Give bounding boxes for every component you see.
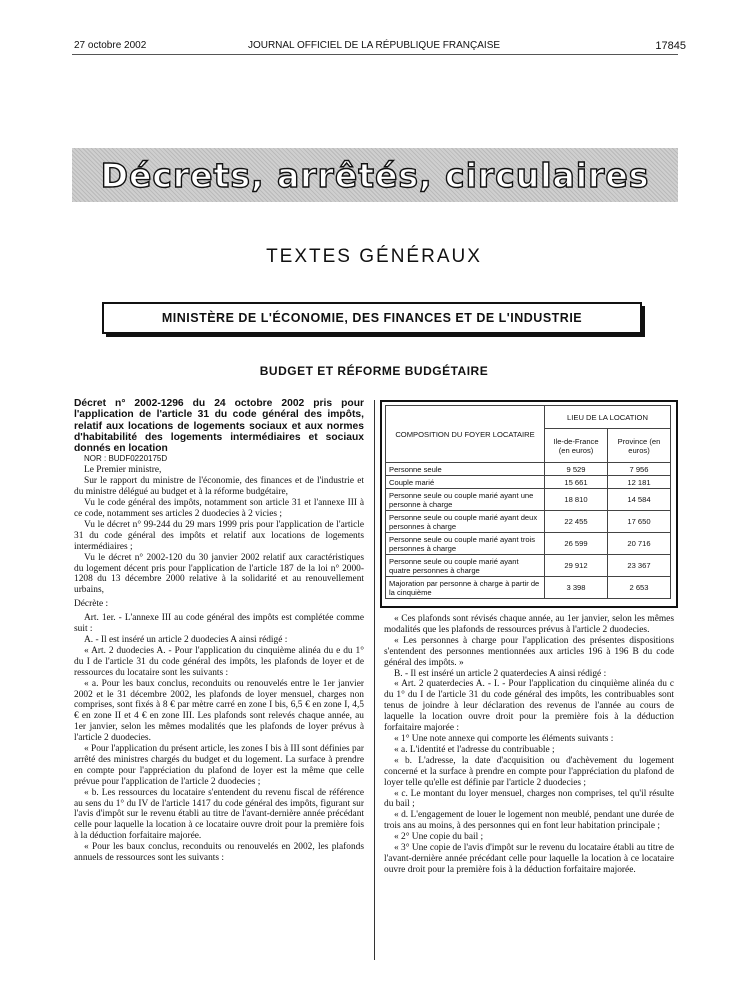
paragraph: B. - Il est inséré un article 2 quaterdecies A ainsi rédigé : [394,668,607,679]
row-label: Personne seule ou couple marié ayant quatre personnes à charge [386,555,545,577]
cell-idf: 29 912 [545,555,608,577]
table-row [386,555,671,577]
cell-province: 20 716 [608,533,671,555]
decrete: Décrète : [74,599,109,610]
right-column [384,614,674,876]
paragraph: « Art. 2 duodecies A. - Pour l'application du cinquième alinéa du e du 1° du I de l'article 31 du code général des impôts, les plafonds de loyer et de ressources du locataire sont les suivants : [74,645,364,678]
column-divider [374,400,375,960]
ministry-title: MINISTÈRE DE L'ÉCONOMIE, DES FINANCES ET DE L'INDUSTRIE [161,311,583,325]
section-title: TEXTES GÉNÉRAUX [266,246,482,267]
paragraph: « 2° Une copie du bail ; [394,832,484,843]
cell-idf: 3 398 [545,577,608,599]
left-column [74,398,364,864]
paragraph: « Les personnes à charge pour l'application des présentes dispositions s'entendent des personnes mentionnées aux articles 196 à 196 B du code général des impôts. » [384,635,674,668]
cell-province: 2 653 [608,577,671,599]
ministry-box [102,302,642,334]
cell-province: 14 584 [608,489,671,511]
table-row [386,533,671,555]
cell-idf: 18 810 [545,489,608,511]
paragraph: Le Premier ministre, [84,465,162,476]
paragraph: « b. Les ressources du locataire s'entendent du revenu fiscal de référence au sens du 1° du IV de l'article 1417 du code général des impôts, figurant sur l'avis d'impôt sur le revenu établi au titre de l'avant-dernière année précédant celle pour laquelle la location à ce locataire ouvre droit pour la première fois à la déduction forfaitaire majorée. [74,787,364,842]
paragraph: « Art. 2 quaterdecies A. - I. - Pour l'application du cinquième alinéa du c du 1° du I de l'article 31 du code général des impôts, les contribuables sont tenus de joindre à leur déclaration des revenus de l'année au cours de laquelle la location ouvre droit pour la première fois à la déduction forfaitaire majorée : [384,679,674,734]
paragraph: « d. L'engagement de louer le logement non meublé, pendant une durée de trois ans au moins, à des personnes qui en font leur habitation principale ; [384,810,674,832]
paragraph: « 3° Une copie de l'avis d'impôt sur le revenu du locataire établi au titre de l'avant-dernière année précédant celle pour laquelle la location à ce locataire ouvre droit pour la première fois à la déduction forfaitaire majorée. [384,843,674,875]
banner-title: Décrets, arrêtés, circulaires [100,155,650,195]
paragraph: Sur le rapport du ministre de l'économie, des finances et de l'industrie et du ministre délégué au budget et à la réforme budgétaire, [74,476,364,498]
paragraph: Vu le décret n° 2002-120 du 30 janvier 2002 relatif aux caractéristiques du logement décent pris pour l'application de l'article 187 de la loi n° 2000-1208 du 13 décembre 2000 relative à la solidarité et au renouvellement urbains, [74,552,364,596]
paragraph: « Pour les baux conclus, reconduits ou renouvelés en 2002, les plafonds annuels de ressources sont les suivants : [74,842,364,864]
col-header-province: Province (en euros) [608,429,671,463]
paragraph: A. - Il est inséré un article 2 duodecies A ainsi rédigé : [84,634,288,645]
cell-province: 12 181 [608,476,671,489]
paragraph: « 1° Une note annexe qui comporte les éléments suivants : [394,733,614,744]
paragraph: Vu le décret n° 99-244 du 29 mars 1999 pris pour l'application de l'article 31 du code général des impôts et relatif aux locations de logements intermédiaires ; [74,519,364,552]
table-row [386,511,671,533]
banner [72,148,678,202]
paragraph: Art. 1er. - L'annexe III au code général des impôts est complétée comme suit : [74,613,364,635]
paragraph: « Pour l'application du présent article, les zones I bis à III sont définies par arrêté des ministres chargés du budget et du logement. La surface à prendre en compte pour l'appréciation du plafond de loyer est la même que celle prévue pour l'application de l'article 2 duodecies ; [74,744,364,787]
row-label: Personne seule [386,463,545,476]
income-ceiling-table [385,405,671,599]
row-label: Couple marié [386,476,545,489]
row-label: Personne seule ou couple marié ayant deux personnes à charge [386,511,545,533]
cell-idf: 9 529 [545,463,608,476]
cell-province: 7 956 [608,463,671,476]
cell-idf: 26 599 [545,533,608,555]
cell-idf: 15 661 [545,476,608,489]
header-rule [72,54,678,55]
paragraph: « a. Pour les baux conclus, reconduits ou renouvelés entre le 1er janvier 2002 et le 31 décembre 2002, les plafonds de loyer mensuel, charges non comprises, sont fixés à 8 € par mètre carré en zone I bis, 6,5 € en zone I, 4,5 € en zone II et 4 € en zone III. Les plafonds sont relevés chaque année, au 1er janvier, selon les mêmes modalités que les plafonds de loyer prévus à l'article 2 duodecies. [74,678,364,744]
cell-province: 17 650 [608,511,671,533]
table-row [386,463,671,476]
page-number: 17845 [655,40,686,52]
income-table-frame [380,400,678,608]
row-label: Personne seule ou couple marié ayant une personne à charge [386,489,545,511]
row-label: Personne seule ou couple marié ayant trois personnes à charge [386,533,545,555]
paragraph: « Ces plafonds sont révisés chaque année, au 1er janvier, selon les mêmes modalités que les plafonds de ressources prévus à l'article 2 duodecies. [384,614,674,635]
paragraph: « a. L'identité et l'adresse du contribuable ; [394,744,555,755]
paragraph: « c. Le montant du loyer mensuel, charges non comprises, tel qu'il résulte du bail ; [384,788,674,810]
table-row [386,489,671,511]
cell-idf: 22 455 [545,511,608,533]
subsection-title: BUDGET ET RÉFORME BUDGÉTAIRE [259,364,489,378]
header-date: 27 octobre 2002 [74,40,147,51]
decree-title: Décret n° 2002-1296 du 24 octobre 2002 pris pour l'application de l'article 31 du code général des impôts, relatif aux locations de logements sociaux et aux normes d'habitabilité des logements intermédiaires et sociaux donnés en location [74,398,364,455]
cell-province: 23 367 [608,555,671,577]
nor-reference: NOR : BUDF0220175D [84,454,168,464]
col-header-location: LIEU DE LA LOCATION [545,406,671,429]
row-label: Majoration par personne à charge à partir de la cinquième [386,577,545,599]
paragraph: Vu le code général des impôts, notamment son article 31 et l'annexe III à ce code, notamment ses articles 2 duodecies à 2 vicies ; [74,498,364,520]
col-header-idf: Ile-de-France (en euros) [545,429,608,463]
journal-title: JOURNAL OFFICIEL DE LA RÉPUBLIQUE FRANÇAISE [247,40,501,51]
table-row [386,577,671,599]
table-row [386,476,671,489]
col-header-composition: COMPOSITION DU FOYER LOCATAIRE [386,406,545,463]
paragraph: « b. L'adresse, la date d'acquisition ou d'achèvement du logement concerné et la surface à prendre en compte pour l'appréciation du plafond de loyer telle qu'elle est définie par l'article 2 duodecies ; [384,755,674,788]
